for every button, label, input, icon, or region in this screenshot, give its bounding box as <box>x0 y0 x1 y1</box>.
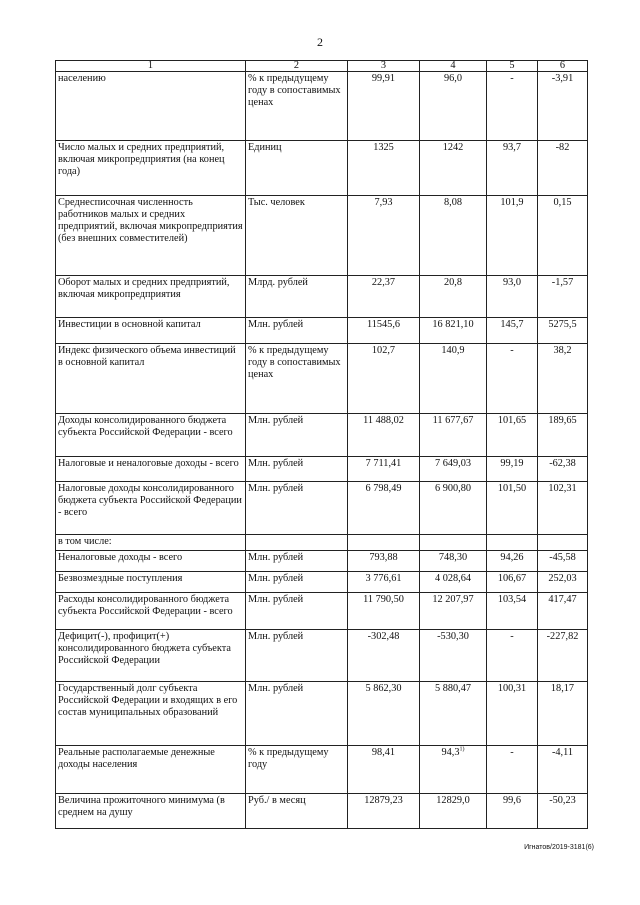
value-col5: 99,6 <box>487 794 538 829</box>
page-number: 2 <box>317 35 323 49</box>
table-row <box>56 746 588 794</box>
value-col4: 94,3$^{1)}$ <box>420 746 487 794</box>
unit-cell: Млн. рублей <box>246 551 348 572</box>
indicator-name: в том числе: <box>56 535 246 551</box>
unit-cell: Тыс. человек <box>246 196 348 276</box>
value-col3: 1325 <box>348 141 420 196</box>
value-col4: 8,08 <box>420 196 487 276</box>
table-row <box>56 682 588 746</box>
value-col5: - <box>487 344 538 414</box>
indicator-name: Налоговые доходы консолидированного бюджета субъекта Российской Федерации - всего <box>56 482 246 535</box>
table-row <box>56 482 588 535</box>
value-col6: -4,11 <box>538 746 588 794</box>
table-row <box>56 535 588 551</box>
value-col3: 7 711,41 <box>348 457 420 482</box>
value-col4: 12829,0 <box>420 794 487 829</box>
indicator-name: Доходы консолидированного бюджета субъекта Российской Федерации - всего <box>56 414 246 457</box>
indicator-name: Безвозмездные поступления <box>56 572 246 593</box>
unit-cell: % к предыдущему году <box>246 746 348 794</box>
column-header: 2 <box>246 61 348 72</box>
unit-cell: Млн. рублей <box>246 593 348 630</box>
value-col6: -45,58 <box>538 551 588 572</box>
value-col3: 11 488,02 <box>348 414 420 457</box>
indicator-name: Реальные располагаемые денежные доходы населения <box>56 746 246 794</box>
value-col3: 3 776,61 <box>348 572 420 593</box>
indicator-name: Инвестиции в основной капитал <box>56 318 246 344</box>
table-row <box>56 593 588 630</box>
value-col6 <box>538 535 588 551</box>
indicator-name: Налоговые и неналоговые доходы - всего <box>56 457 246 482</box>
value-col6: -82 <box>538 141 588 196</box>
value-col6: 0,15 <box>538 196 588 276</box>
value-col5: - <box>487 630 538 682</box>
table-row <box>56 72 588 141</box>
value-col5: 106,67 <box>487 572 538 593</box>
value-col5: 93,0 <box>487 276 538 318</box>
table-row <box>56 457 588 482</box>
table-header-row <box>56 61 588 72</box>
value-col4: 12 207,97 <box>420 593 487 630</box>
indicator-name: Индекс физического объема инвестиций в основной капитал <box>56 344 246 414</box>
value-col4: -530,30 <box>420 630 487 682</box>
value-col6: 18,17 <box>538 682 588 746</box>
value-col3: 11545,6 <box>348 318 420 344</box>
value-col5: 94,26 <box>487 551 538 572</box>
value-col3: 12879,23 <box>348 794 420 829</box>
indicator-name: Оборот малых и средних предприятий, включая микропредприятия <box>56 276 246 318</box>
value-col3: 98,41 <box>348 746 420 794</box>
indicator-name: Величина прожиточного минимума (в среднем на душу <box>56 794 246 829</box>
table-row <box>56 344 588 414</box>
indicator-name: Среднесписочная численность работников малых и средних предприятий, включая микропредприятия (без внешних совместителей) <box>56 196 246 276</box>
column-header: 4 <box>420 61 487 72</box>
unit-cell: Единиц <box>246 141 348 196</box>
indicator-name: Государственный долг субъекта Российской Федерации и входящих в его состав муниципальных образований <box>56 682 246 746</box>
value-col3: 22,37 <box>348 276 420 318</box>
value-col5: 145,7 <box>487 318 538 344</box>
value-col5: - <box>487 746 538 794</box>
table-row <box>56 196 588 276</box>
value-col5: 101,65 <box>487 414 538 457</box>
value-col3: -302,48 <box>348 630 420 682</box>
value-col6: 252,03 <box>538 572 588 593</box>
value-col6: -50,23 <box>538 794 588 829</box>
value-col5: 101,50 <box>487 482 538 535</box>
unit-cell: Млн. рублей <box>246 682 348 746</box>
column-header: 6 <box>538 61 588 72</box>
value-col4: 7 649,03 <box>420 457 487 482</box>
value-col3: 102,7 <box>348 344 420 414</box>
indicator-name: Неналоговые доходы - всего <box>56 551 246 572</box>
table-row <box>56 794 588 829</box>
value-col6: -1,57 <box>538 276 588 318</box>
value-col6: -3,91 <box>538 72 588 141</box>
table-row <box>56 551 588 572</box>
unit-cell: % к предыдущему году в сопоставимых ценах <box>246 344 348 414</box>
value-col4: 748,30 <box>420 551 487 572</box>
column-header: 3 <box>348 61 420 72</box>
document-footer: Игнатов/2019-3181(6) <box>524 844 594 851</box>
indicator-name: Расходы консолидированного бюджета субъекта Российской Федерации - всего <box>56 593 246 630</box>
indicator-name: населению <box>56 72 246 141</box>
value-col4: 4 028,64 <box>420 572 487 593</box>
unit-cell: Млрд. рублей <box>246 276 348 318</box>
value-col6: 189,65 <box>538 414 588 457</box>
value-col6: -227,82 <box>538 630 588 682</box>
value-col3: 11 790,50 <box>348 593 420 630</box>
table-row <box>56 318 588 344</box>
unit-cell: Млн. рублей <box>246 318 348 344</box>
value-col6: -62,38 <box>538 457 588 482</box>
unit-cell: Млн. рублей <box>246 572 348 593</box>
value-col3: 793,88 <box>348 551 420 572</box>
table-row <box>56 141 588 196</box>
value-col6: 5275,5 <box>538 318 588 344</box>
value-col3: 6 798,49 <box>348 482 420 535</box>
value-col3: 7,93 <box>348 196 420 276</box>
value-col4: 6 900,80 <box>420 482 487 535</box>
value-col4: 5 880,47 <box>420 682 487 746</box>
column-header: 1 <box>56 61 246 72</box>
value-col5: 99,19 <box>487 457 538 482</box>
value-col5: 103,54 <box>487 593 538 630</box>
value-col5 <box>487 535 538 551</box>
table-row <box>56 414 588 457</box>
unit-cell: Млн. рублей <box>246 414 348 457</box>
value-col3: 5 862,30 <box>348 682 420 746</box>
column-header: 5 <box>487 61 538 72</box>
value-col6: 102,31 <box>538 482 588 535</box>
value-col3 <box>348 535 420 551</box>
value-col5: 101,9 <box>487 196 538 276</box>
value-col6: 38,2 <box>538 344 588 414</box>
unit-cell: Млн. рублей <box>246 630 348 682</box>
value-col4: 96,0 <box>420 72 487 141</box>
unit-cell: Млн. рублей <box>246 457 348 482</box>
value-col4: 140,9 <box>420 344 487 414</box>
value-col4: 16 821,10 <box>420 318 487 344</box>
unit-cell: % к предыдущему году в сопоставимых ценах <box>246 72 348 141</box>
value-col4: 20,8 <box>420 276 487 318</box>
value-col5: - <box>487 72 538 141</box>
value-col5: 100,31 <box>487 682 538 746</box>
value-col4: 11 677,67 <box>420 414 487 457</box>
table-row <box>56 630 588 682</box>
value-col4 <box>420 535 487 551</box>
indicator-name: Дефицит(-), профицит(+) консолидированного бюджета субъекта Российской Федерации <box>56 630 246 682</box>
indicator-name: Число малых и средних предприятий, включая микропредприятия (на конец года) <box>56 141 246 196</box>
unit-cell: Млн. рублей <box>246 482 348 535</box>
table-row <box>56 276 588 318</box>
value-col6: 417,47 <box>538 593 588 630</box>
value-col5: 93,7 <box>487 141 538 196</box>
indicators-table <box>55 60 588 829</box>
value-col4: 1242 <box>420 141 487 196</box>
unit-cell: Руб./ в месяц <box>246 794 348 829</box>
footnote-marker: 1) <box>459 746 465 753</box>
unit-cell <box>246 535 348 551</box>
table-row <box>56 572 588 593</box>
value-col3: 99,91 <box>348 72 420 141</box>
